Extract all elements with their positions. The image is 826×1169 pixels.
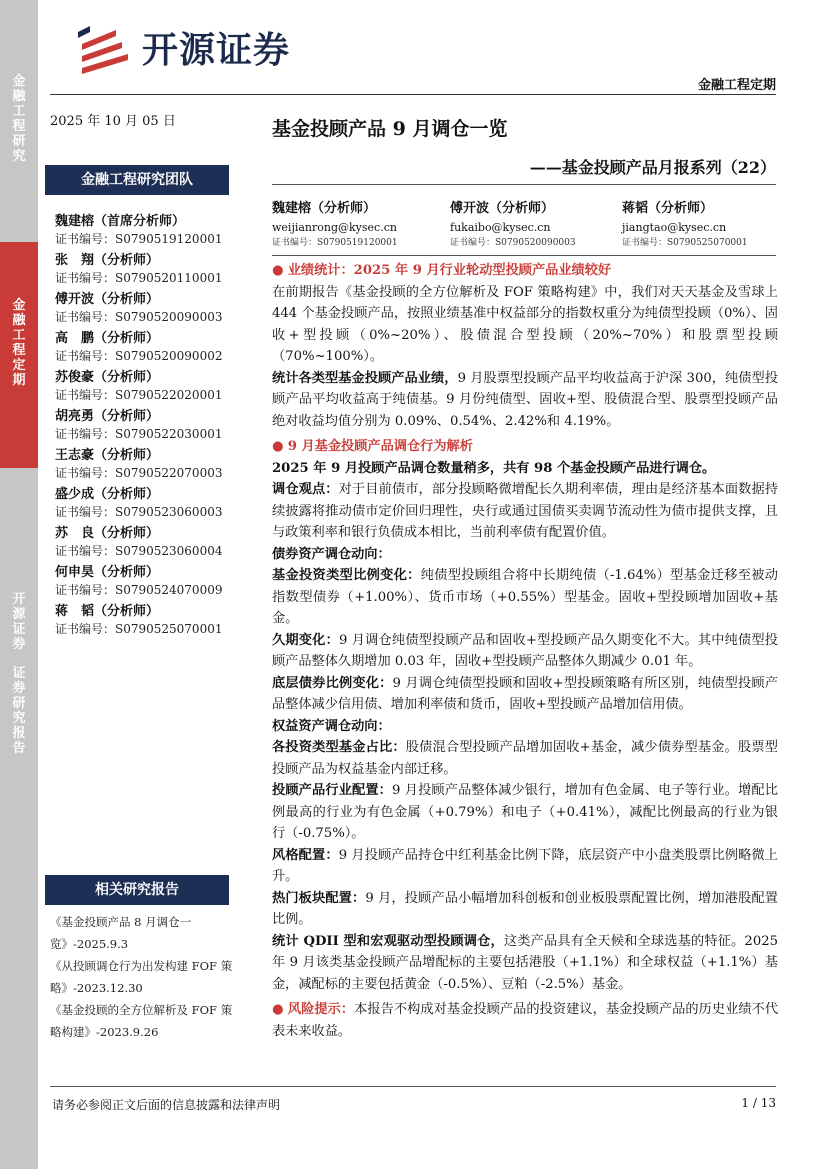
sub-heading: 债券资产调仓动向： xyxy=(272,546,391,562)
sidebar-label-bottom-1: 开源证券 xyxy=(12,592,26,652)
paragraph: 调仓观点：对于目前债市，部分投顾略微增配长久期利率债，理由是经济基本面数据持续披露将推动债市定价回归理性，央行或通过国债买卖调节流动性为债市提供支撑，且与政策利率和银行负债成本相比，当前利率债有配置价值。 xyxy=(272,482,779,540)
analyst-divider xyxy=(272,255,776,256)
section-heading: ● 业绩统计：2025 年 9 月行业轮动型投顾产品业绩较好 xyxy=(272,263,612,278)
member-name: 高 鹏（分析师） xyxy=(55,331,160,346)
paragraph: 各投资类型基金占比：股债混合型投顾产品增加固收+基金，减少债券型基金。股票型投顾产品为权益基金内部迁移。 xyxy=(272,740,778,777)
footer-disclaimer: 请务必参阅正文后面的信息披露和法律声明 xyxy=(52,1098,281,1112)
member-cert: 证书编号：S0790524070009 xyxy=(55,583,223,597)
analyst-email[interactable]: fukaibo@kysec.cn xyxy=(450,221,551,234)
side-bar xyxy=(0,0,38,1169)
sub-heading: 权益资产调仓动向： xyxy=(272,718,391,734)
page-title: 基金投顾产品 9 月调仓一览 xyxy=(272,118,508,140)
team-list xyxy=(55,213,235,642)
team-member xyxy=(55,564,235,603)
paragraph: 基金投资类型比例变化：纯债型投顾组合将中长期纯债（-1.64%）型基金迁移至被动指数型债券（+1.00%）、货币市场（+0.55%）型基金。固收+型投顾增加固收+基金。 xyxy=(272,568,778,626)
header-divider xyxy=(50,94,776,95)
brand-logo-icon xyxy=(76,24,136,80)
brand-name: 开源证券 xyxy=(142,30,291,71)
member-cert: 证书编号：S0790520110001 xyxy=(55,271,223,285)
analyst-cert: 证书编号：S0790525070001 xyxy=(622,238,748,248)
member-cert: 证书编号：S0790522070003 xyxy=(55,466,223,480)
related-box-title: 相关研究报告 xyxy=(45,875,229,905)
analyst-cert: 证书编号：S0790519120001 xyxy=(272,238,398,248)
member-cert: 证书编号：S0790520090003 xyxy=(55,310,223,324)
analyst-block xyxy=(622,200,748,250)
analyst-block xyxy=(450,200,576,250)
analyst-cert: 证书编号：S0790520090003 xyxy=(450,238,576,248)
paragraph: 2025 年 9 月投顾产品调仓数量稍多，共有 98 个基金投顾产品进行调仓。 xyxy=(272,460,716,476)
member-cert: 证书编号：S0790523060004 xyxy=(55,544,223,558)
bullet-icon: ● xyxy=(272,1002,288,1017)
report-category: 金融工程定期 xyxy=(697,78,776,93)
team-member xyxy=(55,291,235,330)
member-name: 傅开波（分析师） xyxy=(55,292,160,307)
paragraph: 投顾产品行业配置：9 月投顾产品整体减少银行，增加有色金属、电子等行业。增配比例最高的行业为有色金属（+0.79%）和电子（+0.41%），减配比例最高的行业为银行（-0.75%）。 xyxy=(272,783,778,841)
member-cert: 证书编号：S0790519120001 xyxy=(55,232,223,246)
member-name: 蒋 韬（分析师） xyxy=(55,604,160,619)
bullet-icon: ● xyxy=(272,263,288,278)
team-member xyxy=(55,213,235,252)
member-cert: 证书编号：S0790525070001 xyxy=(55,622,223,636)
footer-divider xyxy=(50,1086,776,1087)
paragraph: 风格配置：9 月投顾产品持仓中红利基金比例下降，底层资产中小盘类股票比例略微上升。 xyxy=(272,847,778,884)
member-name: 苏俊豪（分析师） xyxy=(55,370,160,385)
section-heading: ● 9 月基金投顾产品调仓行为解析 xyxy=(272,439,473,454)
related-report-link[interactable]: 《从投顾调仓行为出发构建 FOF 策略》-2023.12.30 xyxy=(50,959,233,995)
member-name: 何申昊（分析师） xyxy=(55,565,160,580)
team-member xyxy=(55,330,235,369)
title-divider xyxy=(272,184,776,185)
bullet-icon: ● xyxy=(272,439,288,454)
risk-warning: ● 风险提示：本报告不构成对基金投顾产品的投资建议，基金投顾产品的历史业绩不代表未来收益。 xyxy=(272,1002,778,1039)
sidebar-label-mid: 金融工程定期 xyxy=(12,298,26,388)
related-list xyxy=(50,911,235,1043)
analyst-email[interactable]: jiangtao@kysec.cn xyxy=(622,221,727,234)
member-name: 王志豪（分析师） xyxy=(55,448,160,463)
paragraph: 统计 QDII 型和宏观驱动型投顾调仓，这类产品具有全天候和全球选基的特征。2025 年 9 月该类基金投顾产品增配标的主要包括港股（+1.1%）和全球权益（+1.1%）基金，减配标的主要包括黄金（-0.5%）、豆粕（-2.5%）基金。 xyxy=(272,933,778,992)
report-date: 2025 年 10 月 05 日 xyxy=(50,114,176,129)
member-cert: 证书编号：S0790522030001 xyxy=(55,427,223,441)
page-number: 1 / 13 xyxy=(741,1096,776,1110)
member-name: 胡亮勇（分析师） xyxy=(55,409,160,424)
member-name: 魏建榕（首席分析师） xyxy=(55,214,186,229)
team-member xyxy=(55,447,235,486)
member-name: 张 翔（分析师） xyxy=(55,253,160,268)
team-member xyxy=(55,408,235,447)
analyst-name: 蒋韬（分析师） xyxy=(622,201,714,216)
member-cert: 证书编号：S0790523060003 xyxy=(55,505,223,519)
paragraph: 统计各类型基金投顾产品业绩，9 月股票型投顾产品平均收益高于沪深 300，纯债型投顾产品平均收益高于纯债基。9 月份纯债型、固收+型、股债混合型、股票型投顾产品绝对收益均值分别为 0.09%、0.54%、2.42%和 4.19%。 xyxy=(272,370,779,429)
paragraph: 在前期报告《基金投顾的全方位解析及 FOF 策略构建》中，我们对天天基金及雪球上 444 个基金投顾产品，按照业绩基准中权益部分的指数权重分为纯债型投顾（0%）、固收+型投顾（0%~20%）、股债混合型投顾（20%~70%）和股票型投顾（70%~100%）。 xyxy=(272,284,778,364)
team-box-title: 金融工程研究团队 xyxy=(45,165,229,195)
team-member xyxy=(55,525,235,564)
related-report-link[interactable]: 《基金投顾的全方位解析及 FOF 策略构建》-2023.9.26 xyxy=(50,1003,233,1039)
analyst-name: 傅开波（分析师） xyxy=(450,201,555,216)
sidebar-label-top: 金融工程研究 xyxy=(12,74,26,164)
analyst-block xyxy=(272,200,398,250)
page-subtitle: ——基金投顾产品月报系列（22） xyxy=(529,158,776,177)
team-member xyxy=(55,486,235,525)
member-name: 盛少成（分析师） xyxy=(55,487,160,502)
paragraph: 底层债券比例变化：9 月调仓纯债型投顾和固收+型投顾策略有所区别，纯债型投顾产品整体减少信用债、增加利率债和货币，固收+型投顾产品增加信用债。 xyxy=(272,675,778,712)
member-cert: 证书编号：S0790522020001 xyxy=(55,388,223,402)
sidebar-gray-bottom xyxy=(0,468,38,1169)
analyst-email[interactable]: weijianrong@kysec.cn xyxy=(272,221,397,234)
related-report-link[interactable]: 《基金投顾产品 8 月调仓一览》-2025.9.3 xyxy=(50,915,192,951)
report-summary xyxy=(272,260,778,1042)
sidebar-label-bottom-2: 证券研究报告 xyxy=(12,666,26,756)
member-cert: 证书编号：S0790520090002 xyxy=(55,349,223,363)
team-member xyxy=(55,369,235,408)
paragraph: 热门板块配置：9 月，投顾产品小幅增加科创板和创业板股票配置比例，增加港股配置比例。 xyxy=(272,890,778,927)
analyst-name: 魏建榕（分析师） xyxy=(272,201,377,216)
team-member xyxy=(55,603,235,642)
team-member xyxy=(55,252,235,291)
paragraph: 久期变化：9 月调仓纯债型投顾产品和固收+型投顾产品久期变化不大。其中纯债型投顾产品整体久期增加 0.03 年，固收+型投顾产品整体久期减少 0.01 年。 xyxy=(272,632,778,669)
member-name: 苏 良（分析师） xyxy=(55,526,160,541)
